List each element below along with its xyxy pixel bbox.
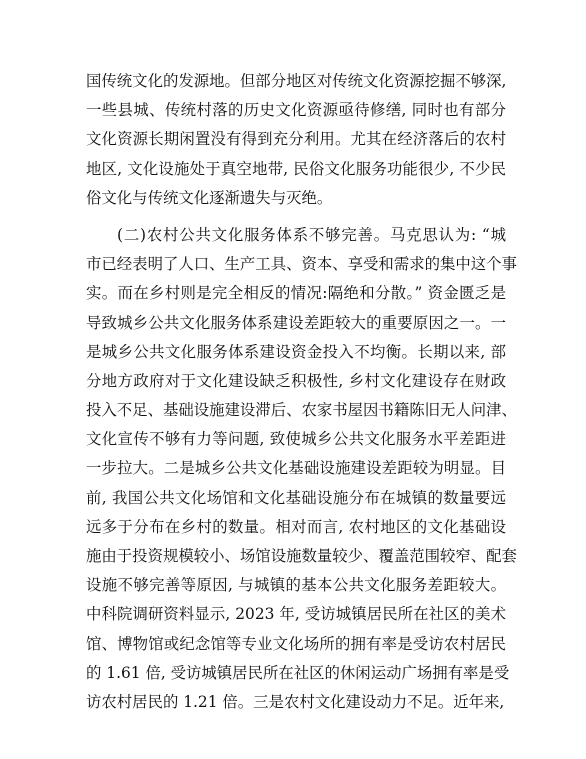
text-line: 文化宣传不够有力等问题, 致使城乡公共文化服务水平差距进 (86, 430, 506, 449)
text-line: 分地方政府对于文化建设缺乏积极性, 乡村文化建设存在财政 (86, 371, 506, 390)
text-line: 俗文化与传统文化逐渐遗失与灭绝。 (86, 188, 333, 207)
paragraph-2 (86, 221, 517, 717)
text-line: 一步拉大。二是城乡公共文化基础设施建设差距较为明显。目 (86, 459, 506, 478)
text-line: 导致城乡公共文化服务体系建设差距较大的重要原因之一。一 (86, 313, 506, 332)
text-line: 馆、博物馆或纪念馆等专业文化场所的拥有率是受访农村居民 (86, 634, 506, 653)
text-line: 文化资源长期闲置没有得到充分利用。尤其在经济落后的农村 (86, 130, 506, 149)
text-line: 国传统文化的发源地。但部分地区对传统文化资源挖掘不够深, (86, 72, 507, 90)
text-line: 地区, 文化设施处于真空地带, 民俗文化服务功能很少, 不少民 (86, 159, 506, 178)
text-line: 市已经表明了人口、生产工具、资本、享受和需求的集中这个事 (86, 255, 517, 274)
text-line: 访农村居民的 1.21 倍。三是农村文化建设动力不足。近年来, (86, 692, 505, 711)
text-line: 前, 我国公共文化场馆和文化基础设施分布在城镇的数量要远 (86, 488, 506, 507)
text-line: 一些县城、传统村落的历史文化资源亟待修缮, 同时也有部分 (86, 101, 506, 120)
document-body (86, 67, 517, 717)
text-line: 中科院调研资料显示, 2023 年, 受访城镇居民所在社区的美术 (86, 605, 506, 624)
paragraph-spacer (86, 213, 506, 221)
text-line: 的 1.61 倍, 受访城镇居民所在社区的休闲运动广场拥有率是受 (86, 663, 510, 682)
text-line: 投入不足、基础设施建设滞后、农家书屋因书籍陈旧无人问津、 (86, 401, 517, 420)
text-line: 施由于投资规模较小、场馆设施数量较少、覆盖范围较窄、配套 (86, 547, 517, 565)
text-line: 实。而在乡村则是完全相反的情况:隔绝和分散。” 资金匮乏是 (86, 284, 506, 303)
text-line: 是城乡公共文化服务体系建设资金投入不均衡。长期以来, 部 (86, 342, 506, 361)
text-line: 远多于分布在乡村的数量。相对而言, 农村地区的文化基础设 (86, 517, 506, 536)
paragraph-1 (86, 67, 506, 213)
text-line: (二)农村公共文化服务体系不够完善。马克思认为: “城 (117, 225, 506, 244)
text-line: 设施不够完善等原因, 与城镇的基本公共文化服务差距较大。 (86, 576, 506, 595)
